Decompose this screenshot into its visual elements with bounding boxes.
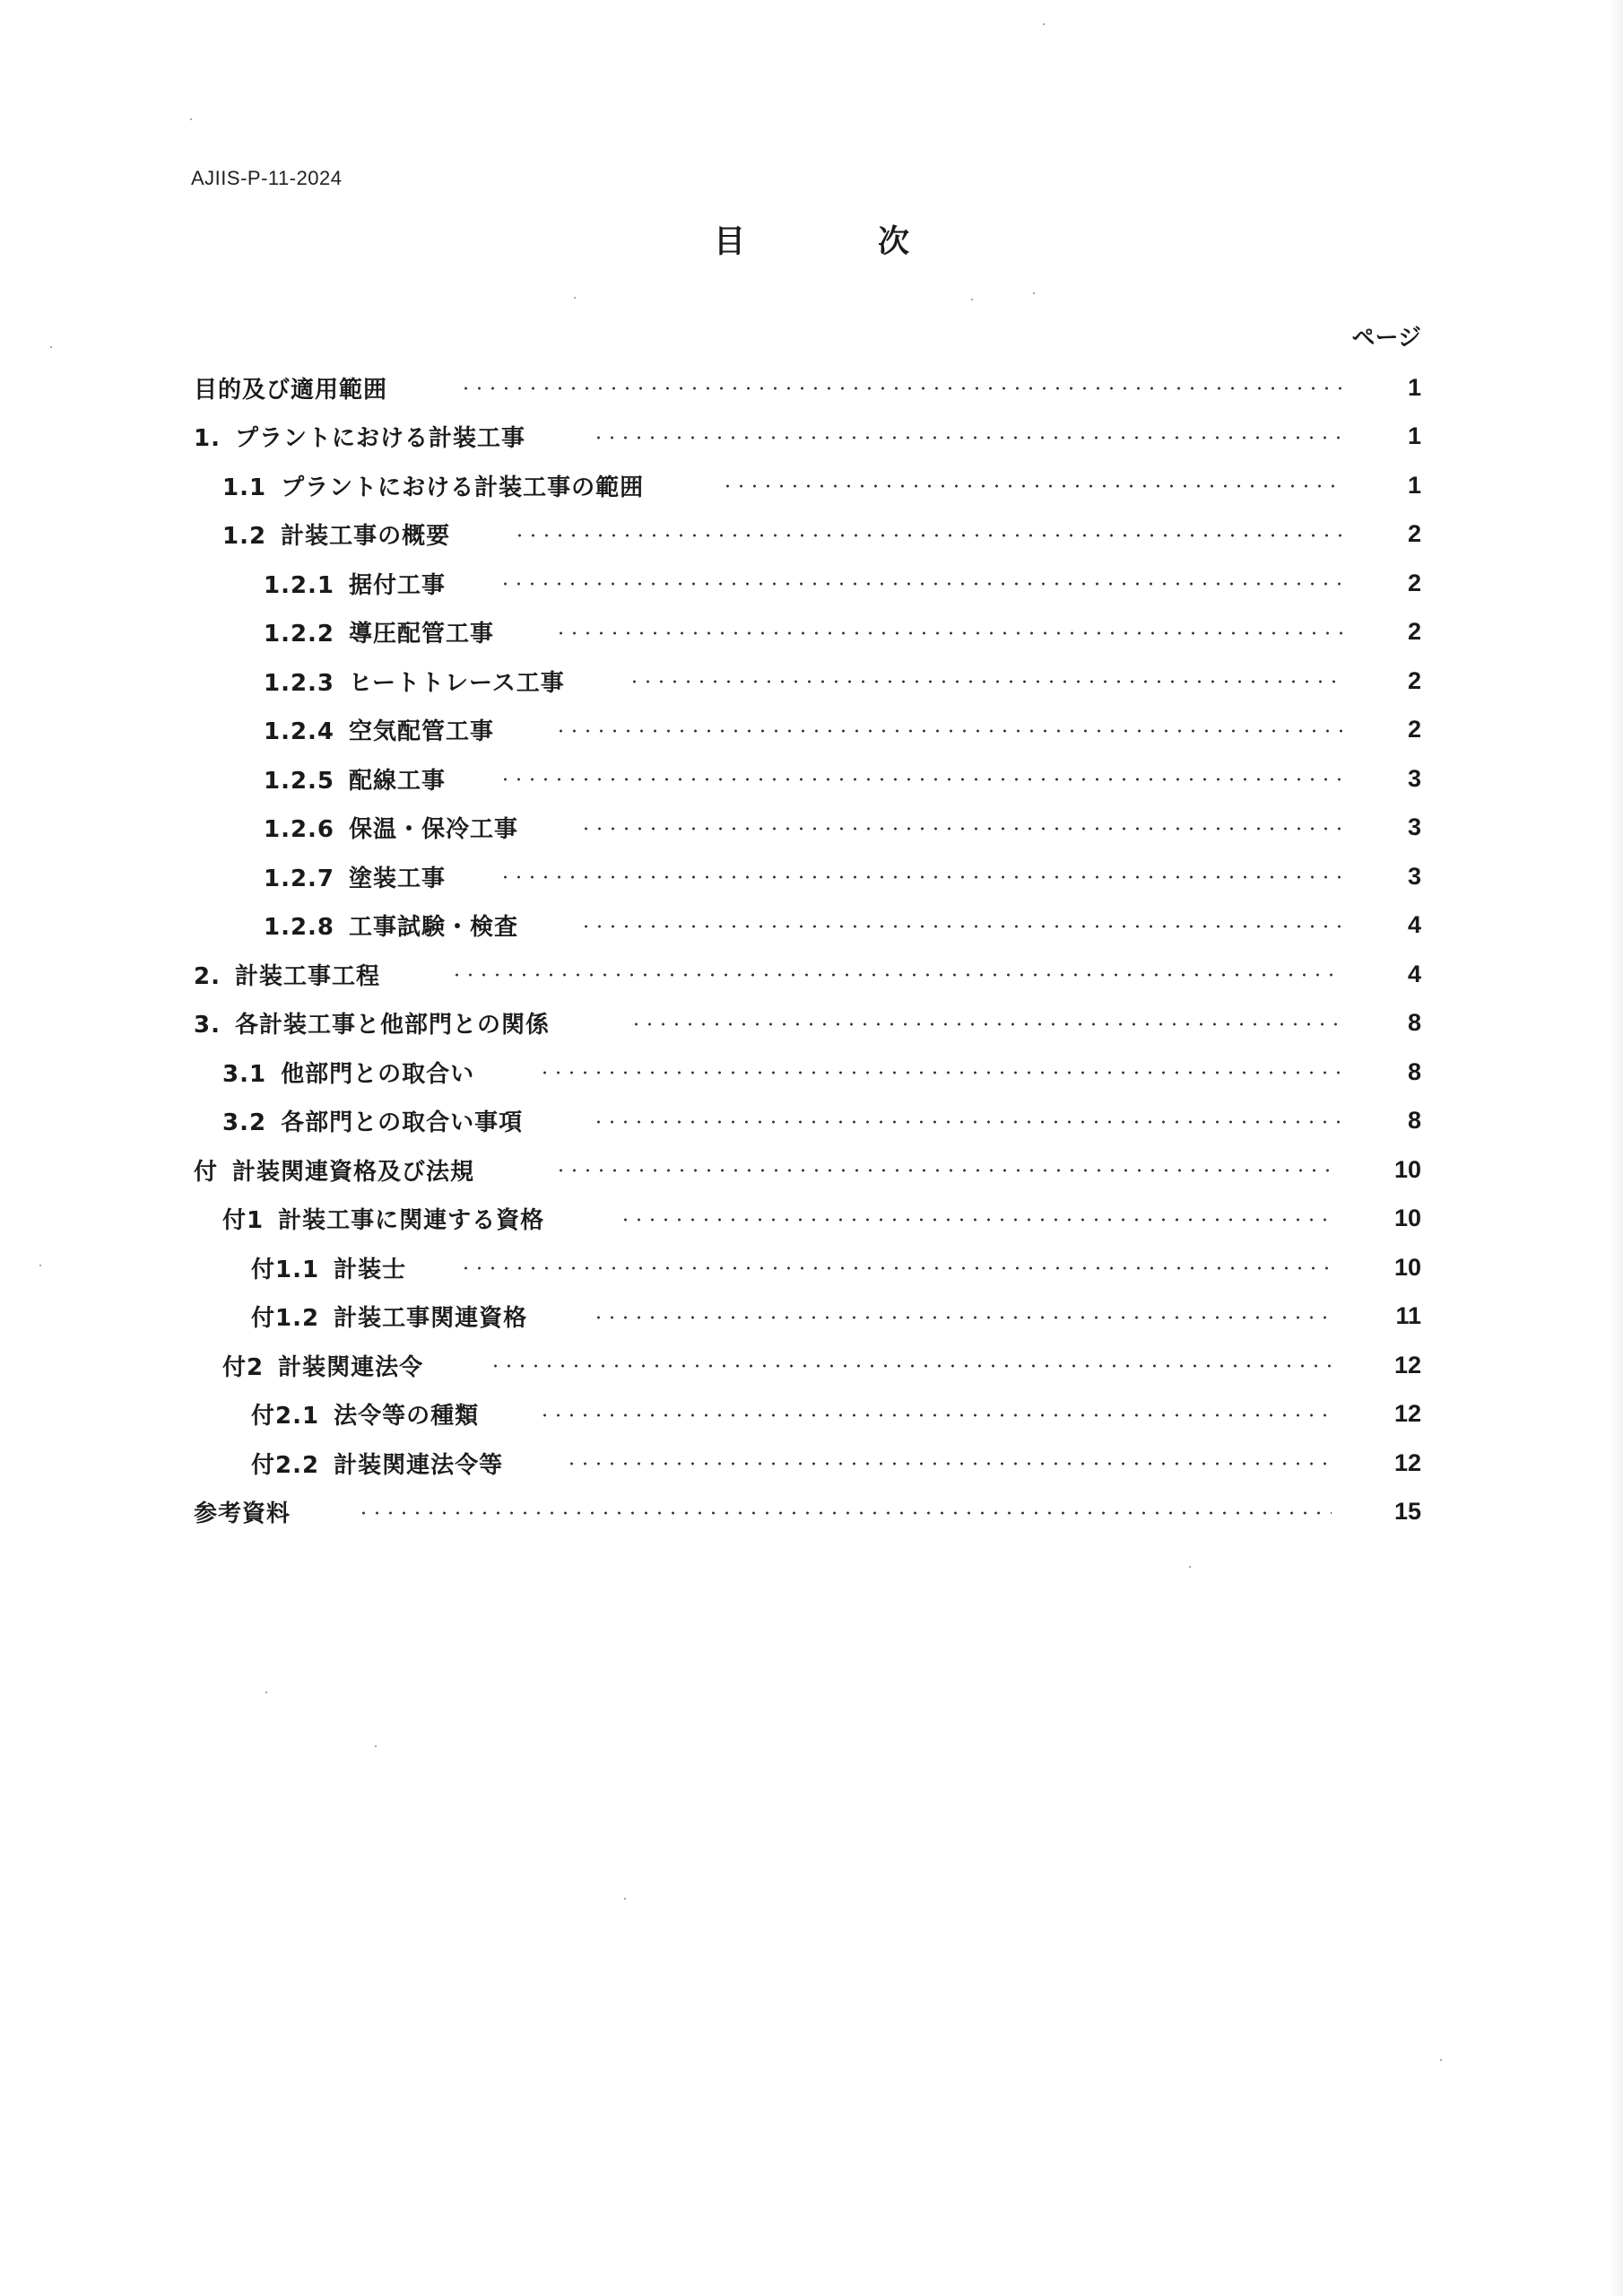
scan-speck <box>971 299 973 300</box>
toc-entry-page: 12 <box>1393 1448 1421 1476</box>
toc-entry-page: 12 <box>1393 1400 1421 1428</box>
toc-title-char-2: 次 <box>878 224 910 260</box>
toc-entry-number: 付1.2 <box>251 1305 320 1333</box>
toc-leader-dots <box>450 973 1343 977</box>
toc-leader-dots <box>721 484 1343 488</box>
toc-entry[interactable] <box>0 1488 1623 1537</box>
toc-entry-page: 10 <box>1393 1205 1421 1232</box>
scan-speck <box>1440 2059 1442 2061</box>
toc-leader-dots <box>592 1120 1343 1124</box>
toc-entry-page: 10 <box>1393 1253 1421 1281</box>
toc-entry-page: 15 <box>1393 1498 1421 1526</box>
toc-entry-number: 1.2.8 <box>264 914 335 942</box>
scan-speck <box>624 1898 626 1900</box>
scan-speck <box>50 346 52 348</box>
toc-entry-page: 3 <box>1407 764 1421 792</box>
toc-entry-label <box>222 1349 423 1382</box>
toc-entry-number: 1. <box>194 425 221 453</box>
toc-entry-label <box>222 469 644 502</box>
toc-entry-label <box>264 713 494 746</box>
toc-entry-number: 付1.1 <box>251 1256 320 1283</box>
toc-entry-number: 3.1 <box>222 1060 267 1088</box>
toc-entry-page: 4 <box>1407 960 1421 987</box>
toc-entry-page: 1 <box>1407 471 1421 499</box>
toc-entry-label <box>264 811 518 844</box>
document-code: AJIIS-P-11-2024 <box>191 167 343 189</box>
toc-entry-page: 2 <box>1407 618 1421 646</box>
toc-entry-label <box>264 615 494 648</box>
scan-speck <box>190 118 192 120</box>
toc-leader-dots <box>554 729 1343 733</box>
toc-entry-number: 2. <box>194 962 221 990</box>
toc-entry-label <box>251 1251 406 1284</box>
toc-entry[interactable] <box>0 999 1623 1048</box>
scan-speck <box>1043 23 1045 25</box>
toc-entry-page: 10 <box>1393 1155 1421 1183</box>
toc-entry-title: 塗装工事 <box>349 865 447 892</box>
toc-entry-label <box>222 517 450 551</box>
scan-speck <box>375 1745 377 1747</box>
toc-entry-title: 法令等の種類 <box>334 1403 480 1431</box>
toc-entry[interactable] <box>0 754 1623 804</box>
toc-entry[interactable] <box>0 1195 1623 1244</box>
toc-entry-title: プラントにおける計装工事 <box>234 425 525 453</box>
toc-leader-dots <box>489 1364 1332 1368</box>
toc-entry-number: 付2 <box>222 1353 265 1381</box>
toc-entry-title: 配線工事 <box>349 767 447 795</box>
toc-entry[interactable] <box>0 1145 1623 1195</box>
toc-entry-page: 8 <box>1407 1107 1421 1135</box>
toc-entry-label <box>264 762 446 796</box>
toc-entry-label <box>222 1202 544 1235</box>
toc-entry-title: 計装工事に関連する資格 <box>278 1207 545 1235</box>
toc-leader-dots <box>565 1462 1332 1465</box>
toc-leader-dots <box>538 1413 1332 1417</box>
toc-entry-number: 1.1 <box>222 474 267 501</box>
toc-entry-number: 付1 <box>222 1207 265 1235</box>
toc-entry-page: 12 <box>1393 1351 1421 1378</box>
toc-entry-label <box>251 1397 479 1431</box>
toc-entry-title: 各部門との取合い事項 <box>281 1109 524 1137</box>
toc-entry[interactable] <box>0 1341 1623 1390</box>
scan-speck <box>1033 292 1035 294</box>
toc-entry-number: 1.2.6 <box>264 816 335 844</box>
toc-entry-title: 計装関連法令 <box>278 1353 424 1381</box>
toc-entry-title: 空気配管工事 <box>349 718 495 746</box>
toc-entry-page: 2 <box>1407 666 1421 694</box>
toc-entry-number: 付2.2 <box>251 1451 320 1479</box>
toc-entry[interactable] <box>0 608 1623 657</box>
toc-entry-title: 導圧配管工事 <box>349 621 495 648</box>
toc-entry[interactable] <box>0 804 1623 853</box>
toc-list <box>0 363 1623 1536</box>
toc-entry-label <box>194 371 387 404</box>
toc-entry[interactable] <box>0 1292 1623 1342</box>
toc-entry-title: 保温・保冷工事 <box>349 816 519 844</box>
toc-leader-dots <box>499 875 1343 879</box>
toc-entry-title: 参考資料 <box>194 1500 291 1528</box>
toc-entry[interactable] <box>0 461 1623 510</box>
toc-entry-title: 計装工事工程 <box>234 962 380 990</box>
toc-entry-number: 1.2.4 <box>264 718 335 746</box>
toc-leader-dots <box>619 1218 1332 1222</box>
toc-leader-dots <box>554 1169 1332 1172</box>
toc-entry-page: 2 <box>1407 520 1421 548</box>
toc-leader-dots <box>459 387 1343 390</box>
toc-entry-label <box>251 1447 503 1480</box>
toc-entry-title: 据付工事 <box>349 571 447 599</box>
toc-leader-dots <box>538 1071 1343 1074</box>
toc-entry[interactable] <box>0 363 1623 413</box>
toc-entry-number: 1.2.7 <box>264 865 335 892</box>
toc-entry-title: 工事試験・検査 <box>349 914 519 942</box>
toc-entry[interactable] <box>0 413 1623 462</box>
toc-entry[interactable] <box>0 1048 1623 1097</box>
toc-entry-label <box>194 1495 291 1528</box>
toc-entry-title: 各計装工事と他部門との関係 <box>234 1012 550 1039</box>
scan-speck <box>574 297 576 299</box>
toc-entry-label <box>264 909 518 942</box>
scan-speck <box>39 1265 41 1266</box>
toc-entry-number: 付2.1 <box>251 1403 320 1431</box>
scan-speck <box>265 1692 267 1693</box>
toc-entry-title: 計装関連法令等 <box>334 1451 504 1479</box>
toc-leader-dots <box>579 827 1343 831</box>
toc-entry-title: 計装関連資格及び法規 <box>232 1158 475 1186</box>
toc-entry-label <box>264 665 565 698</box>
toc-entry-number: 1.2.1 <box>264 571 335 599</box>
toc-entry-number: 3. <box>194 1012 221 1039</box>
toc-leader-dots <box>592 1316 1332 1319</box>
toc-entry-title: ヒートトレース工事 <box>349 669 565 697</box>
toc-entry[interactable] <box>0 1390 1623 1439</box>
toc-entry-page: 11 <box>1395 1302 1421 1330</box>
toc-entry[interactable] <box>0 706 1623 755</box>
toc-entry-page: 3 <box>1407 813 1421 841</box>
toc-entry[interactable] <box>0 1097 1623 1146</box>
scan-speck <box>1189 1566 1191 1568</box>
toc-entry-page: 2 <box>1407 569 1421 596</box>
toc-leader-dots <box>459 1266 1332 1270</box>
toc-entry-title: 他部門との取合い <box>281 1060 475 1088</box>
toc-leader-dots <box>513 534 1343 537</box>
toc-entry-number: 1.2.5 <box>264 767 335 795</box>
toc-entry[interactable] <box>0 559 1623 608</box>
toc-entry[interactable] <box>0 901 1623 951</box>
toc-entry-number: 1.2.2 <box>264 621 335 648</box>
toc-entry-page: 3 <box>1407 862 1421 890</box>
toc-entry-label <box>194 420 525 453</box>
toc-entry-label <box>222 1056 474 1089</box>
toc-entry[interactable] <box>0 950 1623 999</box>
toc-entry-label <box>222 1104 523 1137</box>
toc-leader-dots <box>629 1022 1343 1026</box>
toc-entry-number: 付 <box>194 1158 219 1186</box>
toc-leader-dots <box>628 680 1343 683</box>
toc-entry[interactable] <box>0 852 1623 901</box>
page-column-heading: ページ <box>1351 325 1421 352</box>
toc-entry-label <box>251 1300 527 1333</box>
toc-leader-dots <box>592 436 1343 439</box>
toc-entry-page: 8 <box>1407 1057 1421 1085</box>
toc-entry-number: 1.2 <box>222 523 267 551</box>
toc-entry-page: 2 <box>1407 716 1421 744</box>
toc-title-char-1: 目 <box>713 224 745 260</box>
toc-entry-label <box>194 1006 550 1039</box>
toc-entry[interactable] <box>0 510 1623 560</box>
toc-entry-title: 計装工事関連資格 <box>334 1305 528 1333</box>
toc-entry-title: 計装士 <box>334 1256 407 1283</box>
toc-leader-dots <box>499 582 1343 586</box>
toc-entry-label <box>194 1153 474 1187</box>
toc-entry-title: 目的及び適用範囲 <box>194 376 388 404</box>
toc-entry-label <box>194 958 380 991</box>
toc-entry-title: 計装工事の概要 <box>281 523 451 551</box>
toc-entry-number: 1.2.3 <box>264 669 335 697</box>
toc-entry-page: 1 <box>1407 422 1421 450</box>
toc-entry-label <box>264 567 446 600</box>
toc-leader-dots <box>579 925 1343 928</box>
toc-entry-label <box>264 860 446 893</box>
toc-entry[interactable] <box>0 1439 1623 1488</box>
toc-entry-page: 8 <box>1407 1009 1421 1037</box>
toc-leader-dots <box>499 778 1343 781</box>
toc-entry-page: 4 <box>1407 911 1421 939</box>
toc-leader-dots <box>357 1511 1332 1515</box>
toc-title <box>0 217 1623 262</box>
toc-leader-dots <box>554 631 1343 635</box>
toc-entry-page: 1 <box>1407 373 1421 401</box>
toc-entry-title: プラントにおける計装工事の範囲 <box>281 474 645 501</box>
toc-entry-number: 3.2 <box>222 1109 267 1137</box>
toc-entry[interactable] <box>0 657 1623 706</box>
toc-entry[interactable] <box>0 1243 1623 1292</box>
